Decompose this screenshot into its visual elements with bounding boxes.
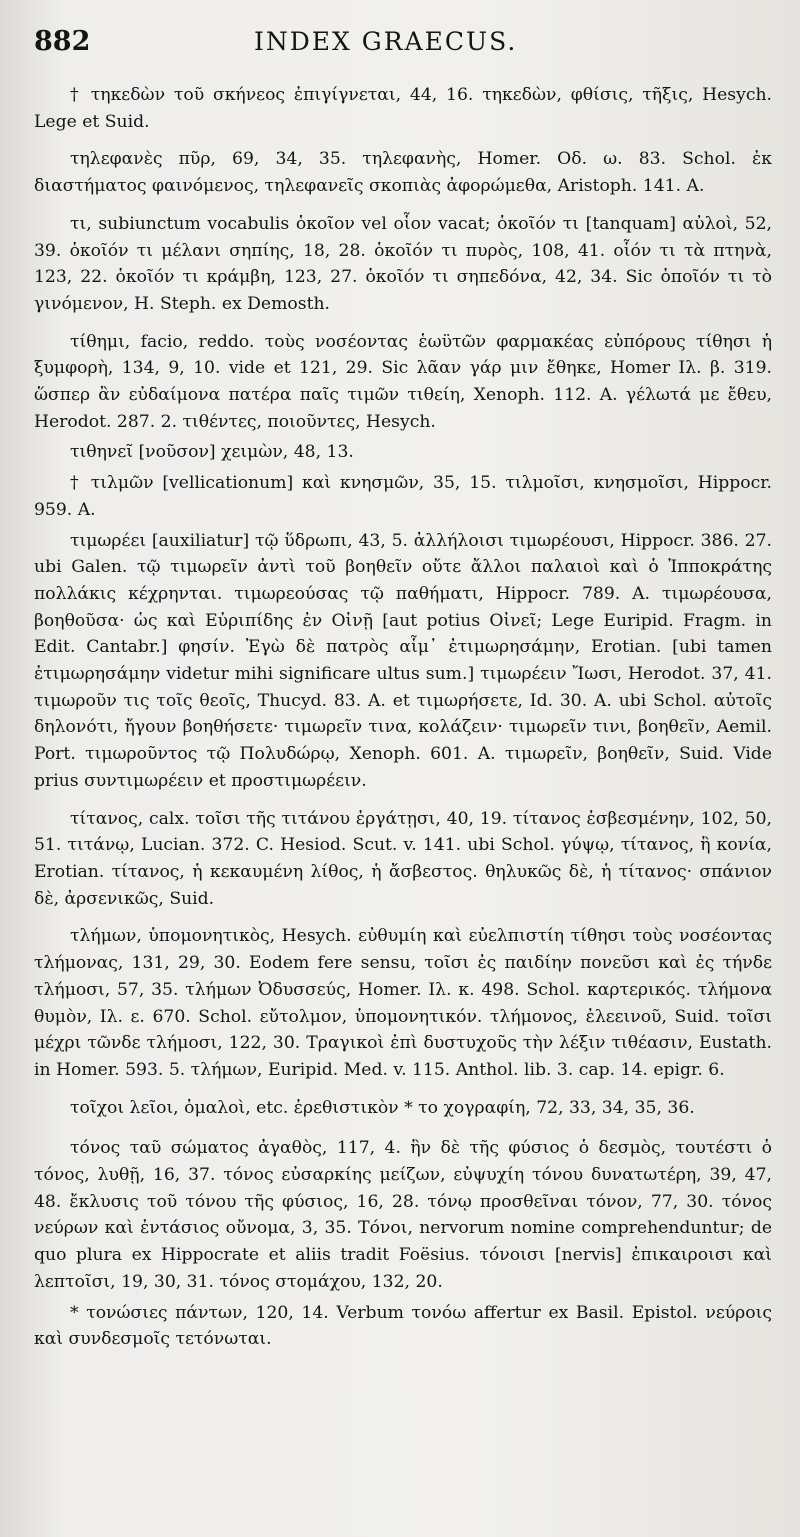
index-entry-tekedon: † τηκεδὼν τοῦ σκήνεος ἐπιγίγνεται, 44, 16. τηκεδὼν, φθίσις, τῆξις, Hesych. Lege et Suid. xyxy=(34,85,772,132)
index-entry-tonos: τόνος ταῦ σώματος ἀγαθὸς, 117, 4. ἣν δὲ τῆς φύσιος ὁ δεσμὸς, τουτέστι ὁ τόνος, λυθῇ, 16, 37. τόνος εὐσαρκίης μείζων, εὐψυχίη τόνου δυνατωτέρη, 39, 47, 48. ἔκλυσις τοῦ τόνου τῆς φύσιος, 16, 28. τόνῳ προσθεῖναι τόνον, 77, 30. τόνος νεύρων καὶ ἐντάσιος οὔνομα, 3, 35. Τόνοι, nervorum nomine comprehenduntur; de quo plura ex Hippocrate et aliis tradit Foësius. τόνοισι [nervis] ἐπικαιροισι καὶ λεπτοῖσι, 19, 30, 31. τόνος στομάχου, 132, 20. xyxy=(34,1138,772,1292)
index-entry-tithenei: τιθηνεῖ [νοῦσον] χειμὼν, 48, 13. xyxy=(70,442,354,463)
index-entry-toichoi: τοῖχοι λεῖοι, ὁμαλοὶ, etc. ἐρεθιστικὸν * το χογραφίη, 72, 33, 34, 35, 36. xyxy=(70,1097,695,1118)
page-header xyxy=(34,26,772,82)
index-entry-tonosies: * τονώσιες πάντων, 120, 14. Verbum τονόω affertur ex Basil. Epistol. νεύροις καὶ συνδεσμοῖς τετόνωται. xyxy=(34,1302,772,1350)
running-head: INDEX GRAECUS. xyxy=(254,27,518,56)
index-entry-tithemi: τίθημι, facio, reddo. τοὺς νοσέοντας ἑωϋτῶν φαρμακέας εὐπόρους τίθησι ἡ ξυμφορὴ, 134, 9, 10. vide et 121, 29. Sic λᾶαν γάρ μιν ἔθηκε, Homer Ιλ. β. 319. ὥσπερ ἂν εὐδαίμονα πατέρα παῖς τιμῶν τιθείη, Xenoph. 112. A. γέλωτά με ἔθευ, Herodot. 287. 2. τιθέντες, ποιοῦντες, Hesych. xyxy=(34,331,772,432)
page-number: 882 xyxy=(34,26,91,57)
index-entry-telephanes: τηλεφανὲς πῦρ, 69, 34, 35. τηλεφανὴς, Homer. Οδ. ω. 83. Schol. ἐκ διαστήματος φαινόμενος, τηλεφανεῖς σκοπιὰς ἀφορώμεθα, Aristoph. 141. A. xyxy=(34,149,772,197)
index-entry-tlemon: τλήμων, ὑπομονητικὸς, Hesych. εὐθυμίη καὶ εὐελπιστίη τίθησι τοὺς νοσέοντας τλήμονας, 131, 29, 30. Eodem fere sensu, τοῖσι ἐς παιδίην πονεῦσι καὶ ἐς τήνδε τλήμοσι, 57, 35. τλήμων Ὀδυσσεύς, Homer. Ιλ. κ. 498. Schol. καρτερικός. τλήμονα θυμὸν, Ιλ. ε. 670. Schol. εὔτολμον, ὑπομονητικόν. τλήμονος, ἐλεεινοῦ, Suid. τοῖσι μέχρι τῶνδε τλήμοσι, 122, 30. Τραγικοὶ ἐπὶ δυστυχοῦς τὴν λέξιν τιθέασιν, Eustath. in Homer. 593. 5. τλήμων, Euripid. Med. v. 115. Anthol. lib. 3. cap. 14. epigr. 6. xyxy=(34,926,772,1080)
index-entry-tilmon: † τιλμῶν [vellicationum] καὶ κνησμῶν, 35, 15. τιλμοῖσι, κνησμοῖσι, Hippocr. 959. A. xyxy=(34,473,772,520)
index-entry-ti: τι, subiunctum vocabulis ὁκοῖον vel οἷον vacat; ὁκοῖόν τι [tanquam] αὐλοὶ, 52, 39. ὁκοῖόν τι μέλανι σηπίης, 18, 28. ὁκοῖόν τι πυρὸς, 108, 41. οἷόν τι τὰ πτηνὰ, 123, 22. ὁκοῖόν τι κράμβη, 123, 27. ὁκοῖόν τι σηπεδόνα, 42, 34. Sic ὁποῖόν τι τὸ γινόμενον, H. Steph. ex Demosth. xyxy=(34,213,772,314)
index-entry-timoreei: τιμωρέει [auxiliatur] τῷ ὕδρωπι, 43, 5. ἀλλήλοισι τιμωρέουσι, Hippocr. 386. 27. ubi Galen. τῷ τιμωρεῖν ἀντὶ τοῦ βοηθεῖν οὔτε ἄλλοι παλαιοὶ καὶ ὁ Ἱπποκράτης πολλάκις κέχρηνται. τιμωρεούσας τῷ παθήματι, Hippocr. 789. A. τιμωρέουσα, βοηθοῦσα· ὡς καὶ Εὐριπίδης ἐν Οἰνῇ [aut potius Οἰνεῖ; Lege Euripid. Fragm. in Edit. Cantabr.] φησίν. Ἐγὼ δὲ πατρὸς αἷμ᾽ ἐτιμωρησάμην, Erotian. [ubi tamen ἐτιμωρησάμην videtur mihi significare ultus sum.] τιμωρέειν Ἴωσι, Herodot. 37, 41. τιμωροῦν τις τοῖς θεοῖς, Thucyd. 83. A. et τιμωρήσετε, Id. 30. A. ubi Schol. αὐτοῖς δηλονότι, ἤγουν βοηθήσετε· τιμωρεῖν τινα, κολάζειν· τιμωρεῖν τινι, βοηθεῖν, Aemil. Port. τιμωροῦντος τῷ Πολυδώρῳ, Xenoph. 601. A. τιμωρεῖν, βοηθεῖν, Suid. Vide prius συντιμωρέειν et προστιμωρέειν. xyxy=(34,530,772,791)
index-entry-titanos: τίτανος, calx. τοῖσι τῆς τιτάνου ἐργάτῃσι, 40, 19. τίτανος ἐσβεσμένην, 102, 50, 51. τιτάνῳ, Lucian. 372. C. Hesiod. Scut. v. 141. ubi Schol. γύψῳ, τίτανος, ἢ κονία, Erotian. τίτανος, ἡ κεκαυμένη λίθος, ἡ ἄσβεστος. θηλυκῶς δὲ, ἡ τίτανος· σπάνιον δὲ, ἀρσενικῶς, Suid. xyxy=(34,808,772,909)
index-body xyxy=(34,82,772,1353)
